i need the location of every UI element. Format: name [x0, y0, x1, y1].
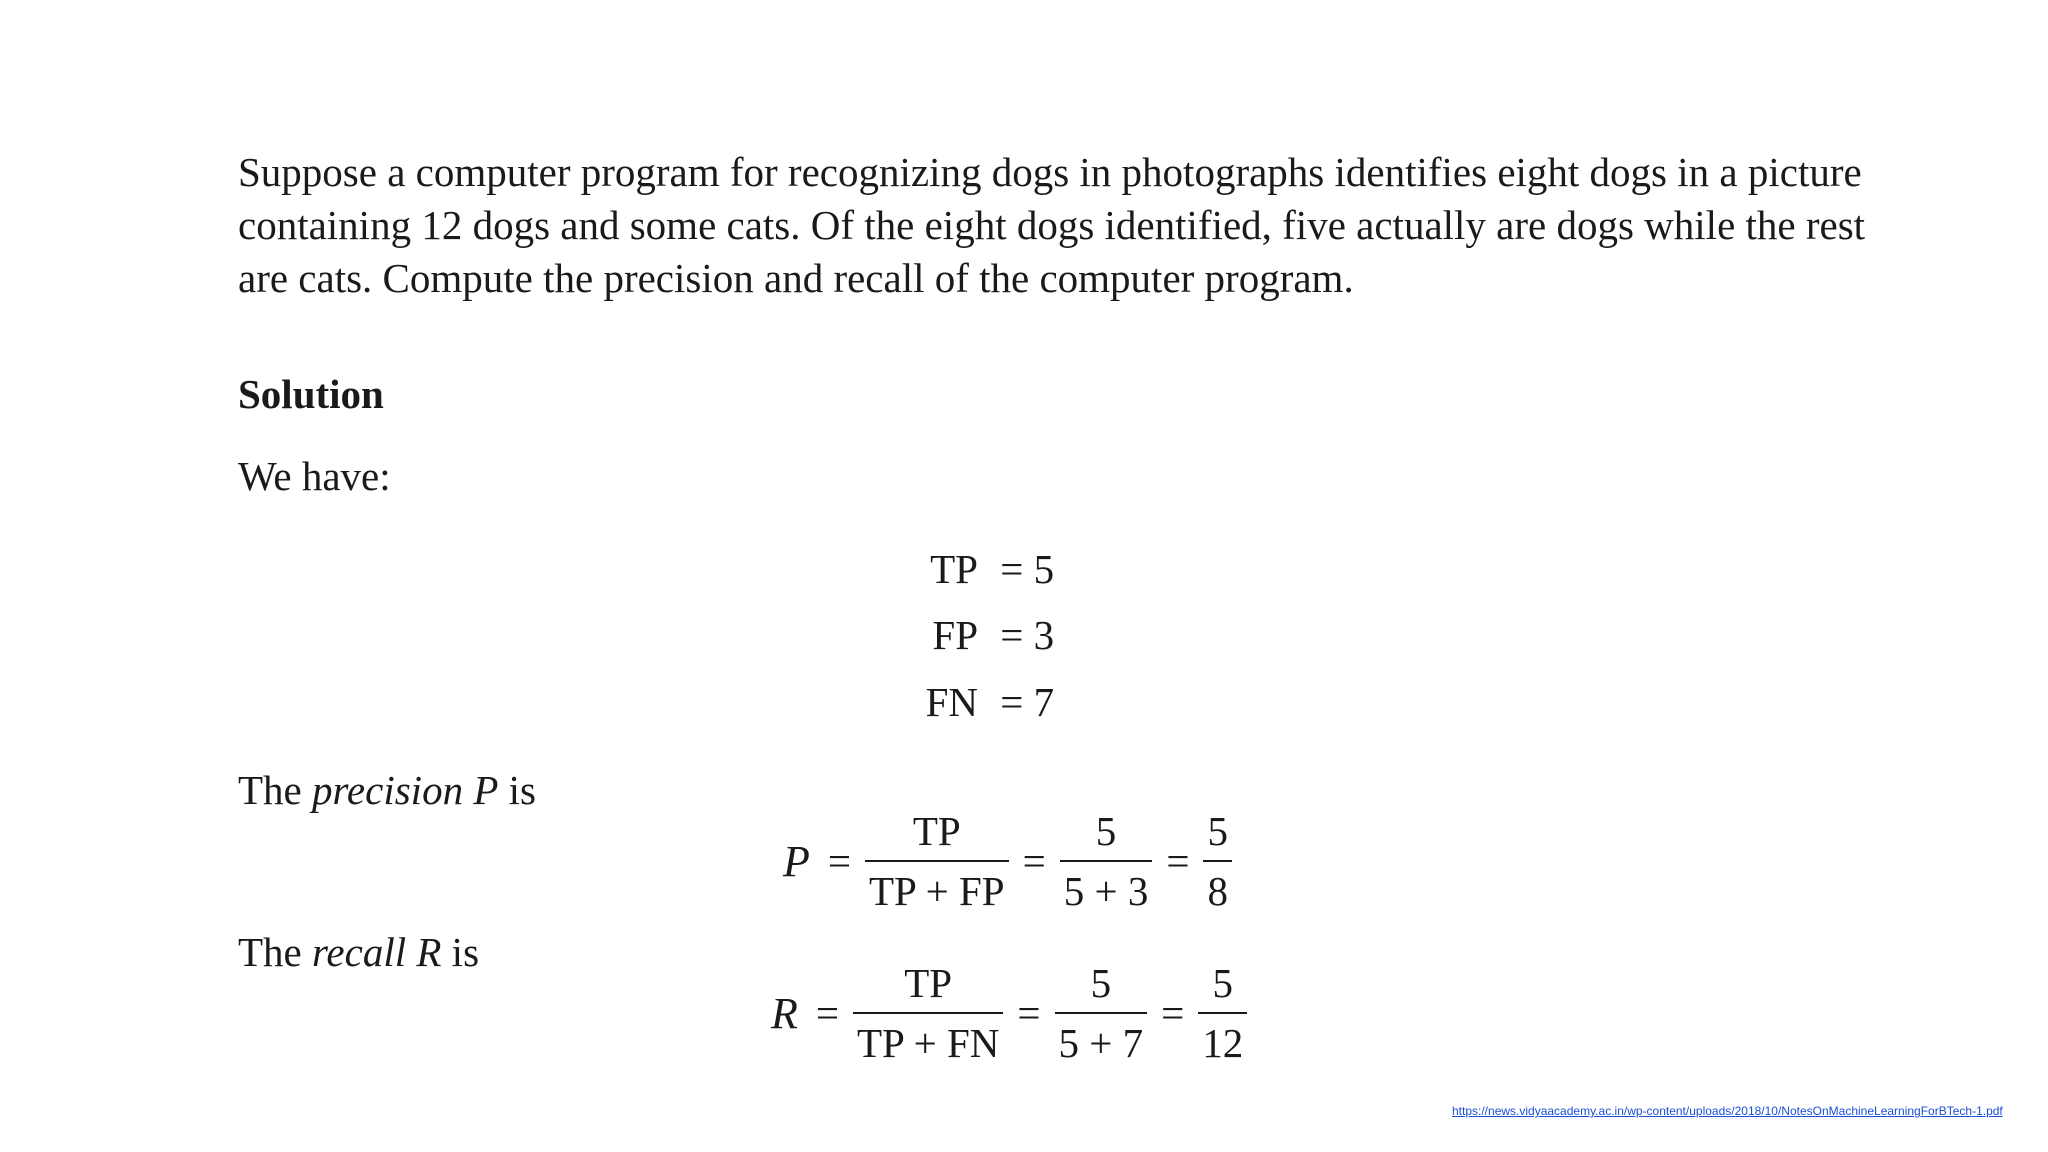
fn-label: FN	[925, 679, 978, 725]
recall-var: R	[416, 929, 442, 975]
recall-fraction-2	[1055, 960, 1148, 1066]
tp-label: TP	[930, 546, 978, 592]
precision-intro	[238, 766, 536, 814]
fp-equation	[920, 611, 1054, 659]
fp-label: FP	[932, 612, 978, 658]
equals-sign: =	[827, 838, 852, 884]
precision-symbol: P	[783, 836, 810, 886]
recall-formula	[771, 960, 1251, 1066]
fraction-numerator: 5	[1095, 808, 1117, 854]
equals-sign: =	[815, 990, 840, 1036]
solution-intro: We have:	[238, 453, 391, 499]
recall-term: recall	[312, 929, 407, 975]
solution-heading: Solution	[238, 371, 384, 417]
fraction-denominator: TP + FN	[857, 1020, 1000, 1066]
fraction-numerator: 5	[1212, 960, 1233, 1006]
equals-sign: =	[1022, 838, 1046, 884]
fraction-numerator: TP	[912, 808, 961, 854]
precision-fraction-2	[1060, 808, 1153, 914]
equals-sign: =	[1017, 990, 1041, 1036]
fraction-denominator: 8	[1207, 868, 1228, 914]
source-link[interactable]: https://news.vidyaacademy.ac.in/wp-content/uploads/2018/10/NotesOnMachineLearningForBTech-1.pdf	[1452, 1104, 2003, 1118]
problem-statement	[238, 146, 1866, 305]
recall-intro-post: is	[441, 929, 480, 975]
precision-intro-post: is	[498, 767, 536, 813]
precision-intro-pre: The	[238, 767, 312, 813]
tp-value: = 5	[1000, 546, 1055, 592]
fraction-numerator: 5	[1207, 808, 1228, 854]
recall-intro-pre: The	[238, 929, 312, 975]
precision-fraction-1	[865, 808, 1009, 914]
fraction-denominator: 12	[1202, 1020, 1244, 1066]
problem-line: containing 12 dogs and some cats. Of the eight dogs identified, five actually are dogs while the rest	[238, 202, 1866, 248]
precision-term: precision	[312, 767, 464, 813]
fp-value: = 3	[1000, 612, 1055, 658]
fraction-numerator: 5	[1090, 960, 1112, 1006]
fraction-denominator: 5 + 3	[1063, 868, 1149, 914]
recall-intro	[238, 928, 479, 976]
problem-line: are cats. Compute the precision and recall of the computer program.	[238, 255, 1354, 301]
recall-fraction-1	[853, 960, 1003, 1066]
precision-formula	[783, 808, 1236, 914]
precision-fraction-3	[1203, 808, 1232, 914]
recall-symbol: R	[771, 988, 798, 1038]
precision-var: P	[473, 767, 499, 813]
fraction-denominator: TP + FP	[869, 868, 1005, 914]
fn-equation	[920, 678, 1054, 726]
fraction-numerator: TP	[904, 960, 953, 1006]
recall-fraction-3	[1198, 960, 1247, 1066]
fn-value: = 7	[1000, 679, 1055, 725]
tp-equation	[920, 545, 1054, 593]
equals-sign: =	[1161, 990, 1185, 1036]
equals-sign: =	[1166, 838, 1190, 884]
fraction-denominator: 5 + 7	[1058, 1020, 1144, 1066]
problem-line: Suppose a computer program for recognizing dogs in photographs identifies eight dogs in a picture	[238, 149, 1862, 195]
